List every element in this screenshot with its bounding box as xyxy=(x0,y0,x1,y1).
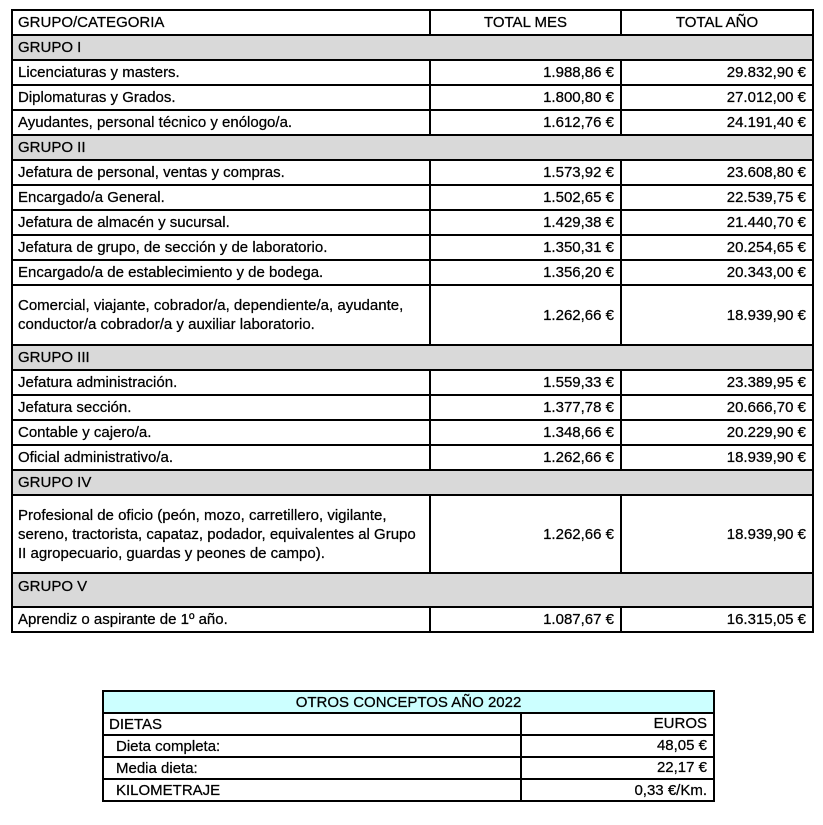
header-category: GRUPO/CATEGORIA xyxy=(12,10,430,35)
total-month-cell: 1.800,80 € xyxy=(430,85,621,110)
concept-row xyxy=(103,735,714,757)
dietas-label: DIETAS xyxy=(103,713,521,735)
concept-label: Media dieta: xyxy=(103,757,521,779)
group-label: GRUPO IV xyxy=(12,470,813,495)
total-year-cell: 20.254,65 € xyxy=(621,235,813,260)
table-row xyxy=(12,60,813,85)
total-year-cell: 23.389,95 € xyxy=(621,370,813,395)
category-cell: Diplomaturas y Grados. xyxy=(12,85,430,110)
total-year-cell: 22.539,75 € xyxy=(621,185,813,210)
group-row-grupo-ii xyxy=(12,135,813,160)
category-cell: Oficial administrativo/a. xyxy=(12,445,430,470)
category-cell: Jefatura sección. xyxy=(12,395,430,420)
total-year-cell: 27.012,00 € xyxy=(621,85,813,110)
group-row-grupo-i xyxy=(12,35,813,60)
group-row-grupo-iii xyxy=(12,345,813,370)
total-month-cell: 1.087,67 € xyxy=(430,607,621,632)
other-concepts-title-row xyxy=(103,691,714,713)
header-total-month: TOTAL MES xyxy=(430,10,621,35)
table-row xyxy=(12,85,813,110)
table-row xyxy=(12,285,813,345)
category-cell: Encargado/a General. xyxy=(12,185,430,210)
total-month-cell: 1.573,92 € xyxy=(430,160,621,185)
concept-row xyxy=(103,779,714,801)
category-cell: Profesional de oficio (peón, mozo, carretillero, vigilante, sereno, tractorista, capataz, podador, equivalentes al Grupo II agropecuario, guardas y peones de campo). xyxy=(12,495,430,573)
table-row xyxy=(12,395,813,420)
concept-label: KILOMETRAJE xyxy=(103,779,521,801)
total-month-cell: 1.348,66 € xyxy=(430,420,621,445)
total-month-cell: 1.612,76 € xyxy=(430,110,621,135)
group-label: GRUPO V xyxy=(12,573,813,607)
total-month-cell: 1.502,65 € xyxy=(430,185,621,210)
category-cell: Jefatura de almacén y sucursal. xyxy=(12,210,430,235)
total-month-cell: 1.377,78 € xyxy=(430,395,621,420)
group-row-grupo-v xyxy=(12,573,813,607)
total-month-cell: 1.988,86 € xyxy=(430,60,621,85)
table-row xyxy=(12,110,813,135)
total-month-cell: 1.350,31 € xyxy=(430,235,621,260)
dietas-header-row xyxy=(103,713,714,735)
category-cell: Jefatura administración. xyxy=(12,370,430,395)
total-month-cell: 1.262,66 € xyxy=(430,445,621,470)
table-row xyxy=(12,210,813,235)
group-row-grupo-iv xyxy=(12,470,813,495)
total-year-cell: 20.229,90 € xyxy=(621,420,813,445)
group-label: GRUPO II xyxy=(12,135,813,160)
salary-table xyxy=(11,9,814,633)
total-year-cell: 18.939,90 € xyxy=(621,495,813,573)
total-year-cell: 20.666,70 € xyxy=(621,395,813,420)
category-cell: Jefatura de personal, ventas y compras. xyxy=(12,160,430,185)
total-year-cell: 16.315,05 € xyxy=(621,607,813,632)
category-cell: Ayudantes, personal técnico y enólogo/a. xyxy=(12,110,430,135)
total-year-cell: 29.832,90 € xyxy=(621,60,813,85)
table-row xyxy=(12,260,813,285)
group-label: GRUPO III xyxy=(12,345,813,370)
table-row xyxy=(12,607,813,632)
table-row xyxy=(12,445,813,470)
header-total-year: TOTAL AÑO xyxy=(621,10,813,35)
concept-label: Dieta completa: xyxy=(103,735,521,757)
total-year-cell: 21.440,70 € xyxy=(621,210,813,235)
total-month-cell: 1.429,38 € xyxy=(430,210,621,235)
concept-row xyxy=(103,757,714,779)
concept-value: 22,17 € xyxy=(521,757,714,779)
category-cell: Contable y cajero/a. xyxy=(12,420,430,445)
total-month-cell: 1.262,66 € xyxy=(430,285,621,345)
category-cell: Jefatura de grupo, de sección y de laboratorio. xyxy=(12,235,430,260)
table-row xyxy=(12,160,813,185)
header-row xyxy=(12,10,813,35)
category-cell: Encargado/a de establecimiento y de bodega. xyxy=(12,260,430,285)
concept-value: 0,33 €/Km. xyxy=(521,779,714,801)
table-row xyxy=(12,185,813,210)
table-row xyxy=(12,235,813,260)
category-cell: Comercial, viajante, cobrador/a, dependiente/a, ayudante, conductor/a cobrador/a y auxiliar laboratorio. xyxy=(12,285,430,345)
total-year-cell: 18.939,90 € xyxy=(621,285,813,345)
table-row xyxy=(12,495,813,573)
table-row xyxy=(12,370,813,395)
total-month-cell: 1.262,66 € xyxy=(430,495,621,573)
euros-header: EUROS xyxy=(521,713,714,735)
other-concepts-title: OTROS CONCEPTOS AÑO 2022 xyxy=(103,691,714,713)
total-year-cell: 23.608,80 € xyxy=(621,160,813,185)
total-month-cell: 1.356,20 € xyxy=(430,260,621,285)
category-cell: Licenciaturas y masters. xyxy=(12,60,430,85)
total-year-cell: 18.939,90 € xyxy=(621,445,813,470)
total-month-cell: 1.559,33 € xyxy=(430,370,621,395)
category-cell: Aprendiz o aspirante de 1º año. xyxy=(12,607,430,632)
group-label: GRUPO I xyxy=(12,35,813,60)
concept-value: 48,05 € xyxy=(521,735,714,757)
table-row xyxy=(12,420,813,445)
total-year-cell: 24.191,40 € xyxy=(621,110,813,135)
total-year-cell: 20.343,00 € xyxy=(621,260,813,285)
other-concepts-table xyxy=(102,690,715,802)
